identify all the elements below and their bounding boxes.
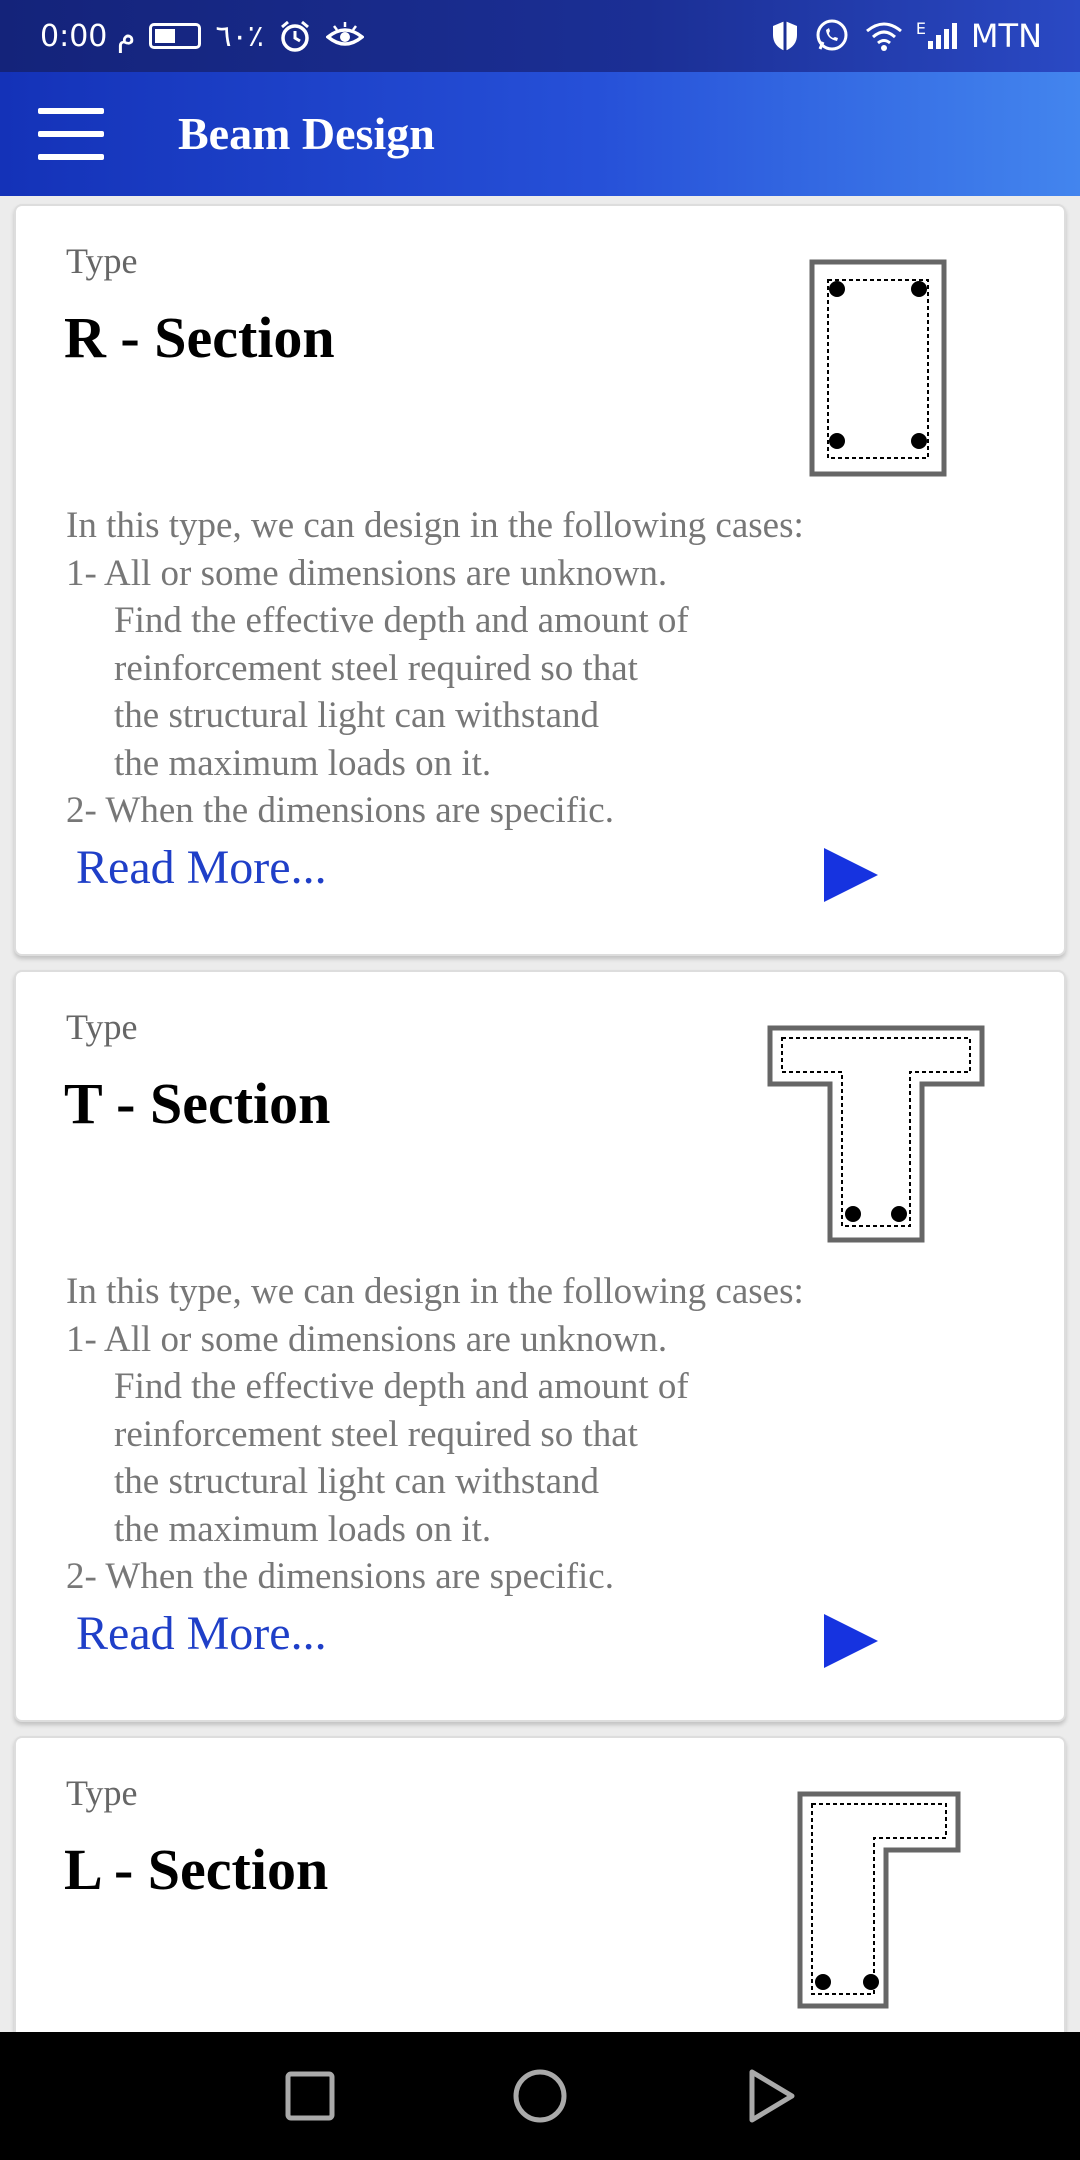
description-case-1: 1- All or some dimensions are unknown. bbox=[66, 552, 668, 594]
description-case-1: 1- All or some dimensions are unknown. bbox=[66, 1318, 668, 1360]
status-time: 0:00 م bbox=[40, 18, 136, 54]
description-detail: the structural light can withstand bbox=[114, 1461, 599, 1502]
app-bar bbox=[0, 72, 1080, 196]
description-detail: Find the effective depth and amount of bbox=[114, 600, 689, 641]
alarm-icon bbox=[278, 19, 312, 53]
l-section-icon bbox=[796, 1790, 962, 2010]
network-type: E bbox=[915, 19, 927, 38]
battery-level: ٦٠٪ bbox=[215, 18, 264, 54]
section-title: T - Section bbox=[64, 1071, 331, 1136]
description-detail: the maximum loads on it. bbox=[114, 1508, 492, 1550]
description-detail: reinforcement steel required so that bbox=[114, 1413, 638, 1455]
description-detail: Find the effective depth and amount of bbox=[114, 1366, 689, 1407]
description-detail: reinforcement steel required so that bbox=[114, 647, 638, 689]
eye-icon bbox=[326, 21, 364, 51]
description-intro: In this type, we can design in the following cases: bbox=[66, 1271, 804, 1312]
type-label: Type bbox=[66, 1007, 138, 1047]
recent-apps-icon[interactable] bbox=[278, 2064, 342, 2128]
app-title: Beam Design bbox=[178, 108, 435, 159]
read-more-link[interactable]: Read More... bbox=[76, 1607, 327, 1660]
type-label: Type bbox=[66, 241, 138, 281]
battery-icon bbox=[149, 23, 201, 49]
description-intro: In this type, we can design in the following cases: bbox=[66, 505, 804, 546]
rectangular-section-icon bbox=[808, 258, 948, 478]
description-case-2: 2- When the dimensions are specific. bbox=[66, 790, 614, 831]
section-type-list[interactable] bbox=[0, 196, 1080, 2032]
type-label: Type bbox=[66, 1773, 138, 1813]
signal-icon bbox=[915, 19, 957, 49]
section-card-r bbox=[14, 204, 1066, 956]
play-icon[interactable] bbox=[816, 842, 886, 908]
read-more-link[interactable]: Read More... bbox=[76, 841, 327, 894]
section-card-l bbox=[14, 1736, 1066, 2032]
section-title: L - Section bbox=[64, 1837, 329, 1902]
section-card-t bbox=[14, 970, 1066, 1722]
section-title: R - Section bbox=[64, 305, 335, 370]
play-icon[interactable] bbox=[816, 1608, 886, 1674]
shield-icon bbox=[770, 19, 800, 53]
back-icon[interactable] bbox=[738, 2064, 802, 2128]
description bbox=[66, 1268, 804, 1601]
navigation-bar bbox=[0, 2032, 1080, 2160]
description-case-2: 2- When the dimensions are specific. bbox=[66, 1556, 614, 1597]
hamburger-menu-icon[interactable] bbox=[38, 108, 104, 160]
description bbox=[66, 502, 804, 835]
description-detail: the structural light can withstand bbox=[114, 695, 599, 736]
whatsapp-icon bbox=[814, 18, 850, 54]
carrier-name: MTN bbox=[970, 17, 1042, 55]
home-icon[interactable] bbox=[508, 2064, 572, 2128]
status-bar bbox=[0, 0, 1080, 72]
t-section-icon bbox=[766, 1024, 986, 1244]
wifi-icon bbox=[864, 19, 904, 53]
description-detail: the maximum loads on it. bbox=[114, 742, 492, 784]
